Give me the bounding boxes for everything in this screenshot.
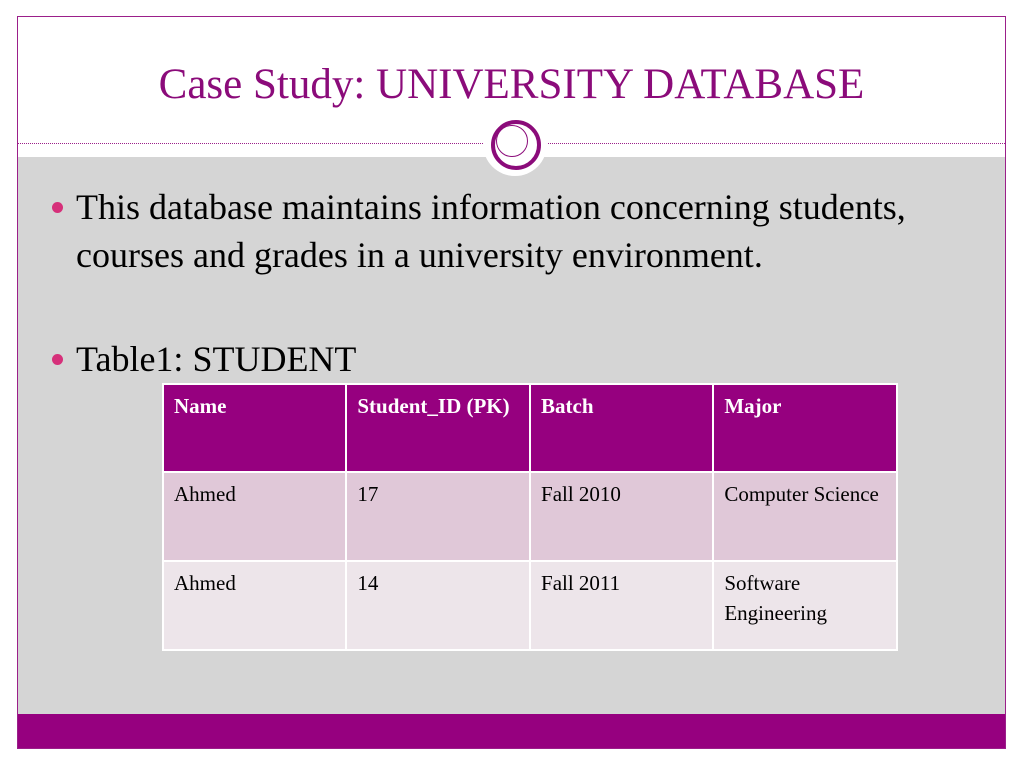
table-row [163, 472, 897, 561]
column-header-name: Name [163, 384, 346, 472]
table-header-row [163, 384, 897, 472]
cell-name: Ahmed [163, 472, 346, 561]
cell-batch: Fall 2011 [530, 561, 713, 650]
divider-circle-inner-ring [496, 125, 528, 157]
slide-title: Case Study: UNIVERSITY DATABASE [158, 61, 865, 108]
bullet-text: Table1: STUDENT [76, 339, 357, 379]
cell-major: Software Engineering [713, 561, 897, 650]
table-row [163, 561, 897, 650]
column-header-batch: Batch [530, 384, 713, 472]
cell-batch: Fall 2010 [530, 472, 713, 561]
cell-student-id: 17 [346, 472, 530, 561]
column-header-student-id: Student_ID (PK) [346, 384, 530, 472]
student-table [162, 383, 898, 651]
footer-bar [18, 714, 1005, 748]
bullet-dot-icon [52, 354, 63, 365]
cell-name: Ahmed [163, 561, 346, 650]
cell-student-id: 14 [346, 561, 530, 650]
bullet-item [48, 183, 948, 327]
bullet-dot-icon [52, 202, 63, 213]
column-header-major: Major [713, 384, 897, 472]
bullet-item [48, 335, 948, 383]
bullet-list [48, 183, 948, 383]
slide-frame [17, 16, 1006, 749]
bullet-text: This database maintains information concerning students, courses and grades in a university environment. [76, 187, 906, 275]
cell-major: Computer Science [713, 472, 897, 561]
